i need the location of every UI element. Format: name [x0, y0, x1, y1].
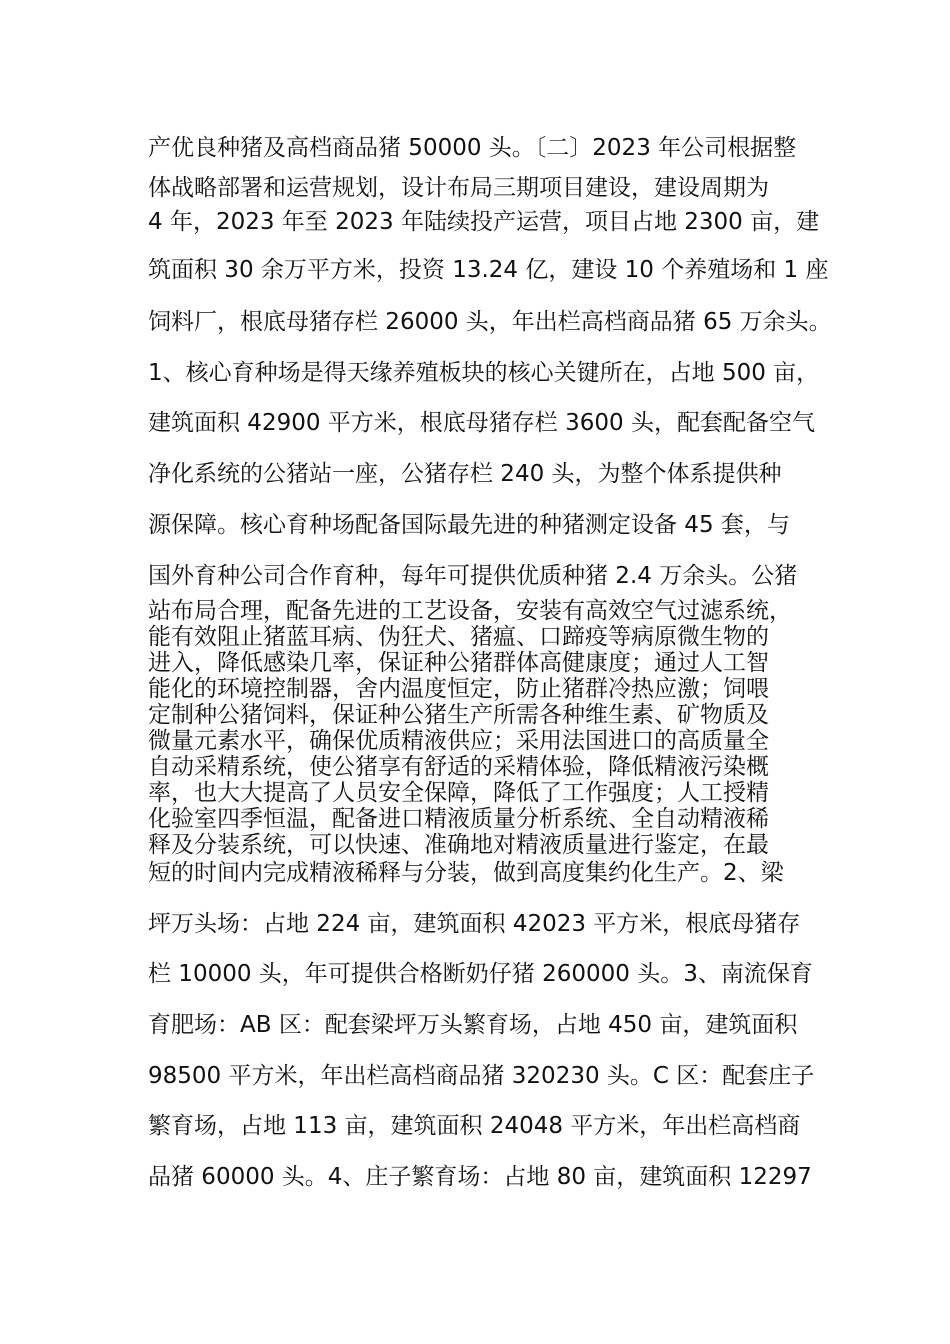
text-line: 4 年，2023 年至 2023 年陆续投产运营，项目占地 2300 亩，建 — [148, 209, 820, 235]
text-line: 产优良种猪及高档商品猪 50000 头。〔二〕2023 年公司根据整 — [148, 135, 797, 161]
text-line: 育肥场：AB 区：配套梁坪万头繁育场，占地 450 亩，建筑面积 — [148, 1012, 798, 1038]
text-line: 繁育场，占地 113 亩，建筑面积 24048 平方米，年出栏高档商 — [148, 1113, 801, 1139]
text-line: 定制种公猪饲料，保证种公猪生产所需各种维生素、矿物质及 — [148, 702, 769, 728]
text-line: 98500 平方米，年出栏高档商品猪 320230 头。C 区：配套庄子 — [148, 1063, 815, 1089]
text-line: 坪万头场：占地 224 亩，建筑面积 42023 平方米，根底母猪存 — [148, 911, 801, 937]
text-line: 能有效阻止猪蓝耳病、伪狂犬、猪瘟、口蹄疫等病原微生物的 — [148, 624, 769, 650]
text-line: 能化的环境控制器，舍内温度恒定，防止猪群冷热应激；饲喂 — [148, 676, 769, 702]
text-line: 短的时间内完成精液稀释与分装，做到高度集约化生产。2、梁 — [148, 860, 784, 886]
text-line: 筑面积 30 余万平方米，投资 13.24 亿，建设 10 个养殖场和 1 座 — [148, 257, 829, 283]
text-line: 净化系统的公猪站一座，公猪存栏 240 头，为整个体系提供种 — [148, 461, 782, 487]
text-line: 栏 10000 头，年可提供合格断奶仔猪 260000 头。3、南流保育 — [148, 961, 813, 987]
text-line: 化验室四季恒温，配备进口精液质量分析系统、全自动精液稀 — [148, 806, 769, 832]
text-line: 品猪 60000 头。4、庄子繁育场：占地 80 亩，建筑面积 12297 — [148, 1164, 812, 1190]
text-line: 1、核心育种场是得天缘养殖板块的核心关键所在，占地 500 亩， — [148, 360, 820, 386]
text-line: 源保障。核心育种场配备国际最先进的种猪测定设备 45 套，与 — [148, 512, 790, 538]
text-line: 站布局合理，配备先进的工艺设备，安装有高效空气过滤系统， — [148, 598, 792, 624]
text-line: 释及分装系统，可以快速、准确地对精液质量进行鉴定，在最 — [148, 832, 769, 858]
text-line: 国外育种公司合作育种，每年可提供优质种猪 2.4 万余头。公猪 — [148, 563, 798, 589]
text-line: 体战略部署和运营规划，设计布局三期项目建设，建设周期为 — [148, 175, 769, 201]
text-line: 进入，降低感染几率，保证种公猪群体高健康度；通过人工智 — [148, 650, 769, 676]
text-line: 自动采精系统，使公猪享有舒适的采精体验，降低精液污染概 — [148, 754, 769, 780]
text-line: 微量元素水平，确保优质精液供应；采用法国进口的高质量全 — [148, 728, 769, 754]
text-line: 建筑面积 42900 平方米，根底母猪存栏 3600 头，配套配备空气 — [148, 410, 815, 436]
text-line: 饲料厂，根底母猪存栏 26000 头，年出栏高档商品猪 65 万余头。 — [148, 309, 832, 335]
text-line: 率，也大大提高了人员安全保障，降低了工作强度；人工授精 — [148, 780, 769, 806]
